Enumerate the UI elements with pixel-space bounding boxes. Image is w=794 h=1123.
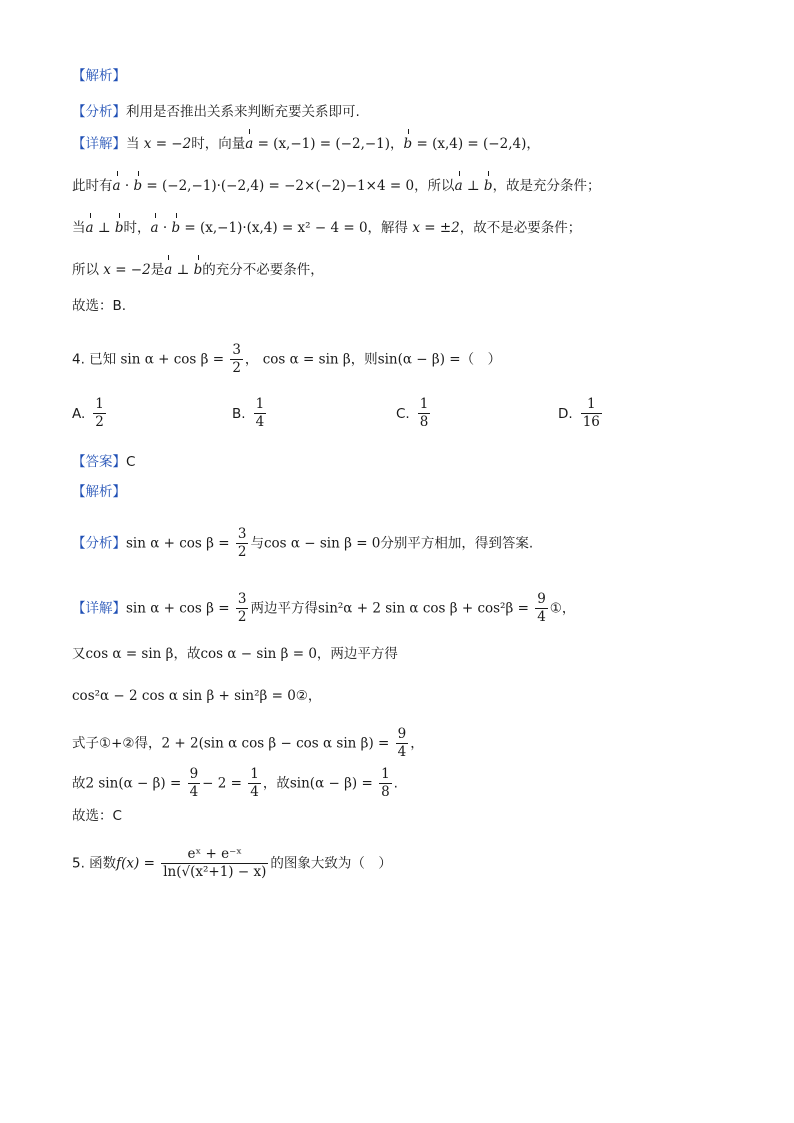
fraction: $\frac{9}{4}$: [397, 726, 407, 760]
text: 与: [250, 535, 264, 552]
text: ，所以: [414, 178, 455, 194]
math-expr: f(x) =: [116, 855, 155, 872]
fraction: $\frac{3}{2}$: [237, 526, 247, 560]
fraction: $\frac{1}{8}$: [381, 766, 390, 800]
fraction: $\frac{\text{eˣ + e⁻ˣ}}{\text{ln(√(x²+1) − x)}}$: [163, 846, 267, 880]
text: ，: [390, 136, 404, 152]
fraction: $\frac{3}{2}$: [232, 342, 241, 376]
math-expr: sin²α + 2 sin α cos β + cos²β =: [317, 600, 529, 617]
q4-jiexi-tag: 【解析】: [72, 484, 126, 500]
q3-detail-line-3: 当a ⊥ b时，a · b = (x,−1)·(x,4) = x² − 4 = 0，解得 x = ±2，故不是必要条件；: [72, 220, 582, 236]
text: 所以: [72, 262, 99, 278]
q4-fenxi-line: [72, 526, 533, 561]
math-expr: x = −2: [103, 262, 151, 278]
text: ，故: [173, 646, 201, 662]
option-c[interactable]: C. $\frac{1}{8}$: [396, 396, 429, 430]
math-expr: − 2 =: [202, 775, 242, 792]
fraction: $\frac{9}{4}$: [537, 591, 546, 625]
fraction: $\frac{1}{4}$: [250, 766, 259, 800]
vector-a: a: [112, 178, 121, 194]
text: ，故不是必要条件；: [459, 220, 582, 236]
vector-a: a: [164, 262, 173, 278]
text: 此时有: [72, 178, 113, 194]
text: 当: [126, 136, 140, 152]
option-a[interactable]: A. $\frac{1}{2}$: [72, 396, 104, 430]
text: ，故是充分条件；: [492, 178, 601, 194]
option-b[interactable]: B. $\frac{1}{4}$: [232, 396, 265, 430]
q3-jiexi-tag: 【解析】: [72, 68, 126, 84]
text: 又: [72, 646, 86, 662]
math-expr: sin α + cos β =: [126, 535, 230, 552]
math-expr: = (x,−1) = (−2,−1): [257, 136, 391, 152]
text: 两边平方得: [250, 600, 318, 617]
q3-fenxi-text: 利用是否推出关系来判断充要关系即可.: [126, 104, 360, 120]
q4-detail-line-5: [72, 766, 398, 801]
math-expr: cos α − sin β = 0: [263, 535, 381, 552]
vector-b: b: [171, 220, 181, 236]
text: ，则: [350, 351, 378, 368]
q4-answer: [72, 452, 135, 472]
text: ，两边平方得: [316, 646, 398, 662]
text: ①，: [549, 600, 576, 617]
answer-value: C: [126, 454, 136, 470]
vector-b: b: [133, 178, 143, 194]
text: ，: [526, 136, 540, 152]
math-expr: cos α = sin β: [262, 351, 351, 368]
vector-b: b: [403, 136, 413, 152]
q4-choice: 故选：C: [72, 808, 122, 824]
q4-detail-line-3: cos²α − 2 cos α sin β + sin²β = 0②，: [72, 688, 322, 704]
q3-choice: 故选：B.: [72, 298, 127, 314]
text: 是: [150, 262, 165, 278]
vector-a: a: [454, 178, 463, 194]
math-expr: cos α − sin β = 0: [200, 646, 317, 662]
fraction: $\frac{3}{2}$: [237, 591, 247, 625]
text: 的图象大致为（ ）: [270, 855, 392, 872]
vector-b: b: [114, 220, 124, 236]
answer-tag: 【答案】: [72, 454, 126, 470]
text: ，解得: [367, 220, 409, 236]
fraction: $\frac{9}{4}$: [189, 766, 199, 800]
math-expr: cos α = sin β: [85, 646, 174, 662]
math-expr: x = −2: [143, 136, 192, 152]
math-expr: sin(α − β) =: [289, 775, 373, 792]
math-expr: sin α + cos β =: [126, 600, 230, 617]
fenxi-tag: 【分析】: [72, 535, 126, 552]
option-d[interactable]: D. $\frac{1}{16}$: [558, 396, 600, 430]
q3-fenxi-tag: 【分析】: [72, 104, 126, 120]
math-expr: sin(α − β) =: [377, 351, 461, 368]
q3-detail-line-1: [72, 134, 540, 154]
question-number: 4. 已知: [72, 351, 117, 368]
q3-fenxi-line: [72, 102, 360, 122]
text: 当: [72, 220, 86, 236]
math-expr: = (−2,−1)·(−2,4) = −2×(−2)−1×4 = 0: [146, 178, 415, 194]
text: 时，向量: [191, 136, 246, 152]
text: 的充分不必要条件，: [202, 262, 324, 278]
text: （ ）: [460, 351, 502, 368]
q5-stem: [72, 846, 392, 881]
math-expr: 2 + 2(sin α cos β − cos α sin β) =: [161, 735, 390, 752]
vector-b: b: [193, 262, 203, 278]
q3-xiangjie-tag: 【详解】: [72, 136, 126, 152]
math-expr: = (x,4) = (−2,4): [416, 136, 527, 152]
text: .: [393, 775, 398, 792]
xiangjie-tag: 【详解】: [72, 600, 126, 617]
q4-detail-line-4: [72, 726, 424, 761]
text: 故: [72, 775, 86, 792]
q4-detail-line-2: [72, 644, 398, 664]
q3-detail-line-2: 此时有a · b = (−2,−1)·(−2,4) = −2×(−2)−1×4 = 0，所以a ⊥ b，故是充分条件；: [72, 178, 601, 194]
q4-detail-line-1: [72, 591, 575, 626]
vector-a: a: [245, 136, 254, 152]
text: 分别平方相加，得到答案.: [380, 535, 534, 552]
vector-b: b: [483, 178, 493, 194]
math-expr: sin α + cos β =: [120, 351, 225, 368]
vector-a: a: [85, 220, 94, 236]
math-expr: 2 sin(α − β) =: [85, 775, 182, 792]
text: ，故: [262, 775, 290, 792]
text: 式子①+②得，: [72, 735, 162, 752]
vector-a: a: [150, 220, 159, 236]
math-expr: = (x,−1)·(x,4) = x² − 4 = 0: [184, 220, 368, 236]
text: ，: [410, 735, 424, 752]
math-expr: x = ±2: [412, 220, 460, 236]
question-number: 5. 函数: [72, 855, 117, 872]
text: 时，: [123, 220, 151, 236]
text: ，: [244, 351, 259, 368]
q4-stem: [72, 342, 501, 377]
q3-detail-line-4: 所以 x = −2是a ⊥ b的充分不必要条件，: [72, 262, 324, 278]
